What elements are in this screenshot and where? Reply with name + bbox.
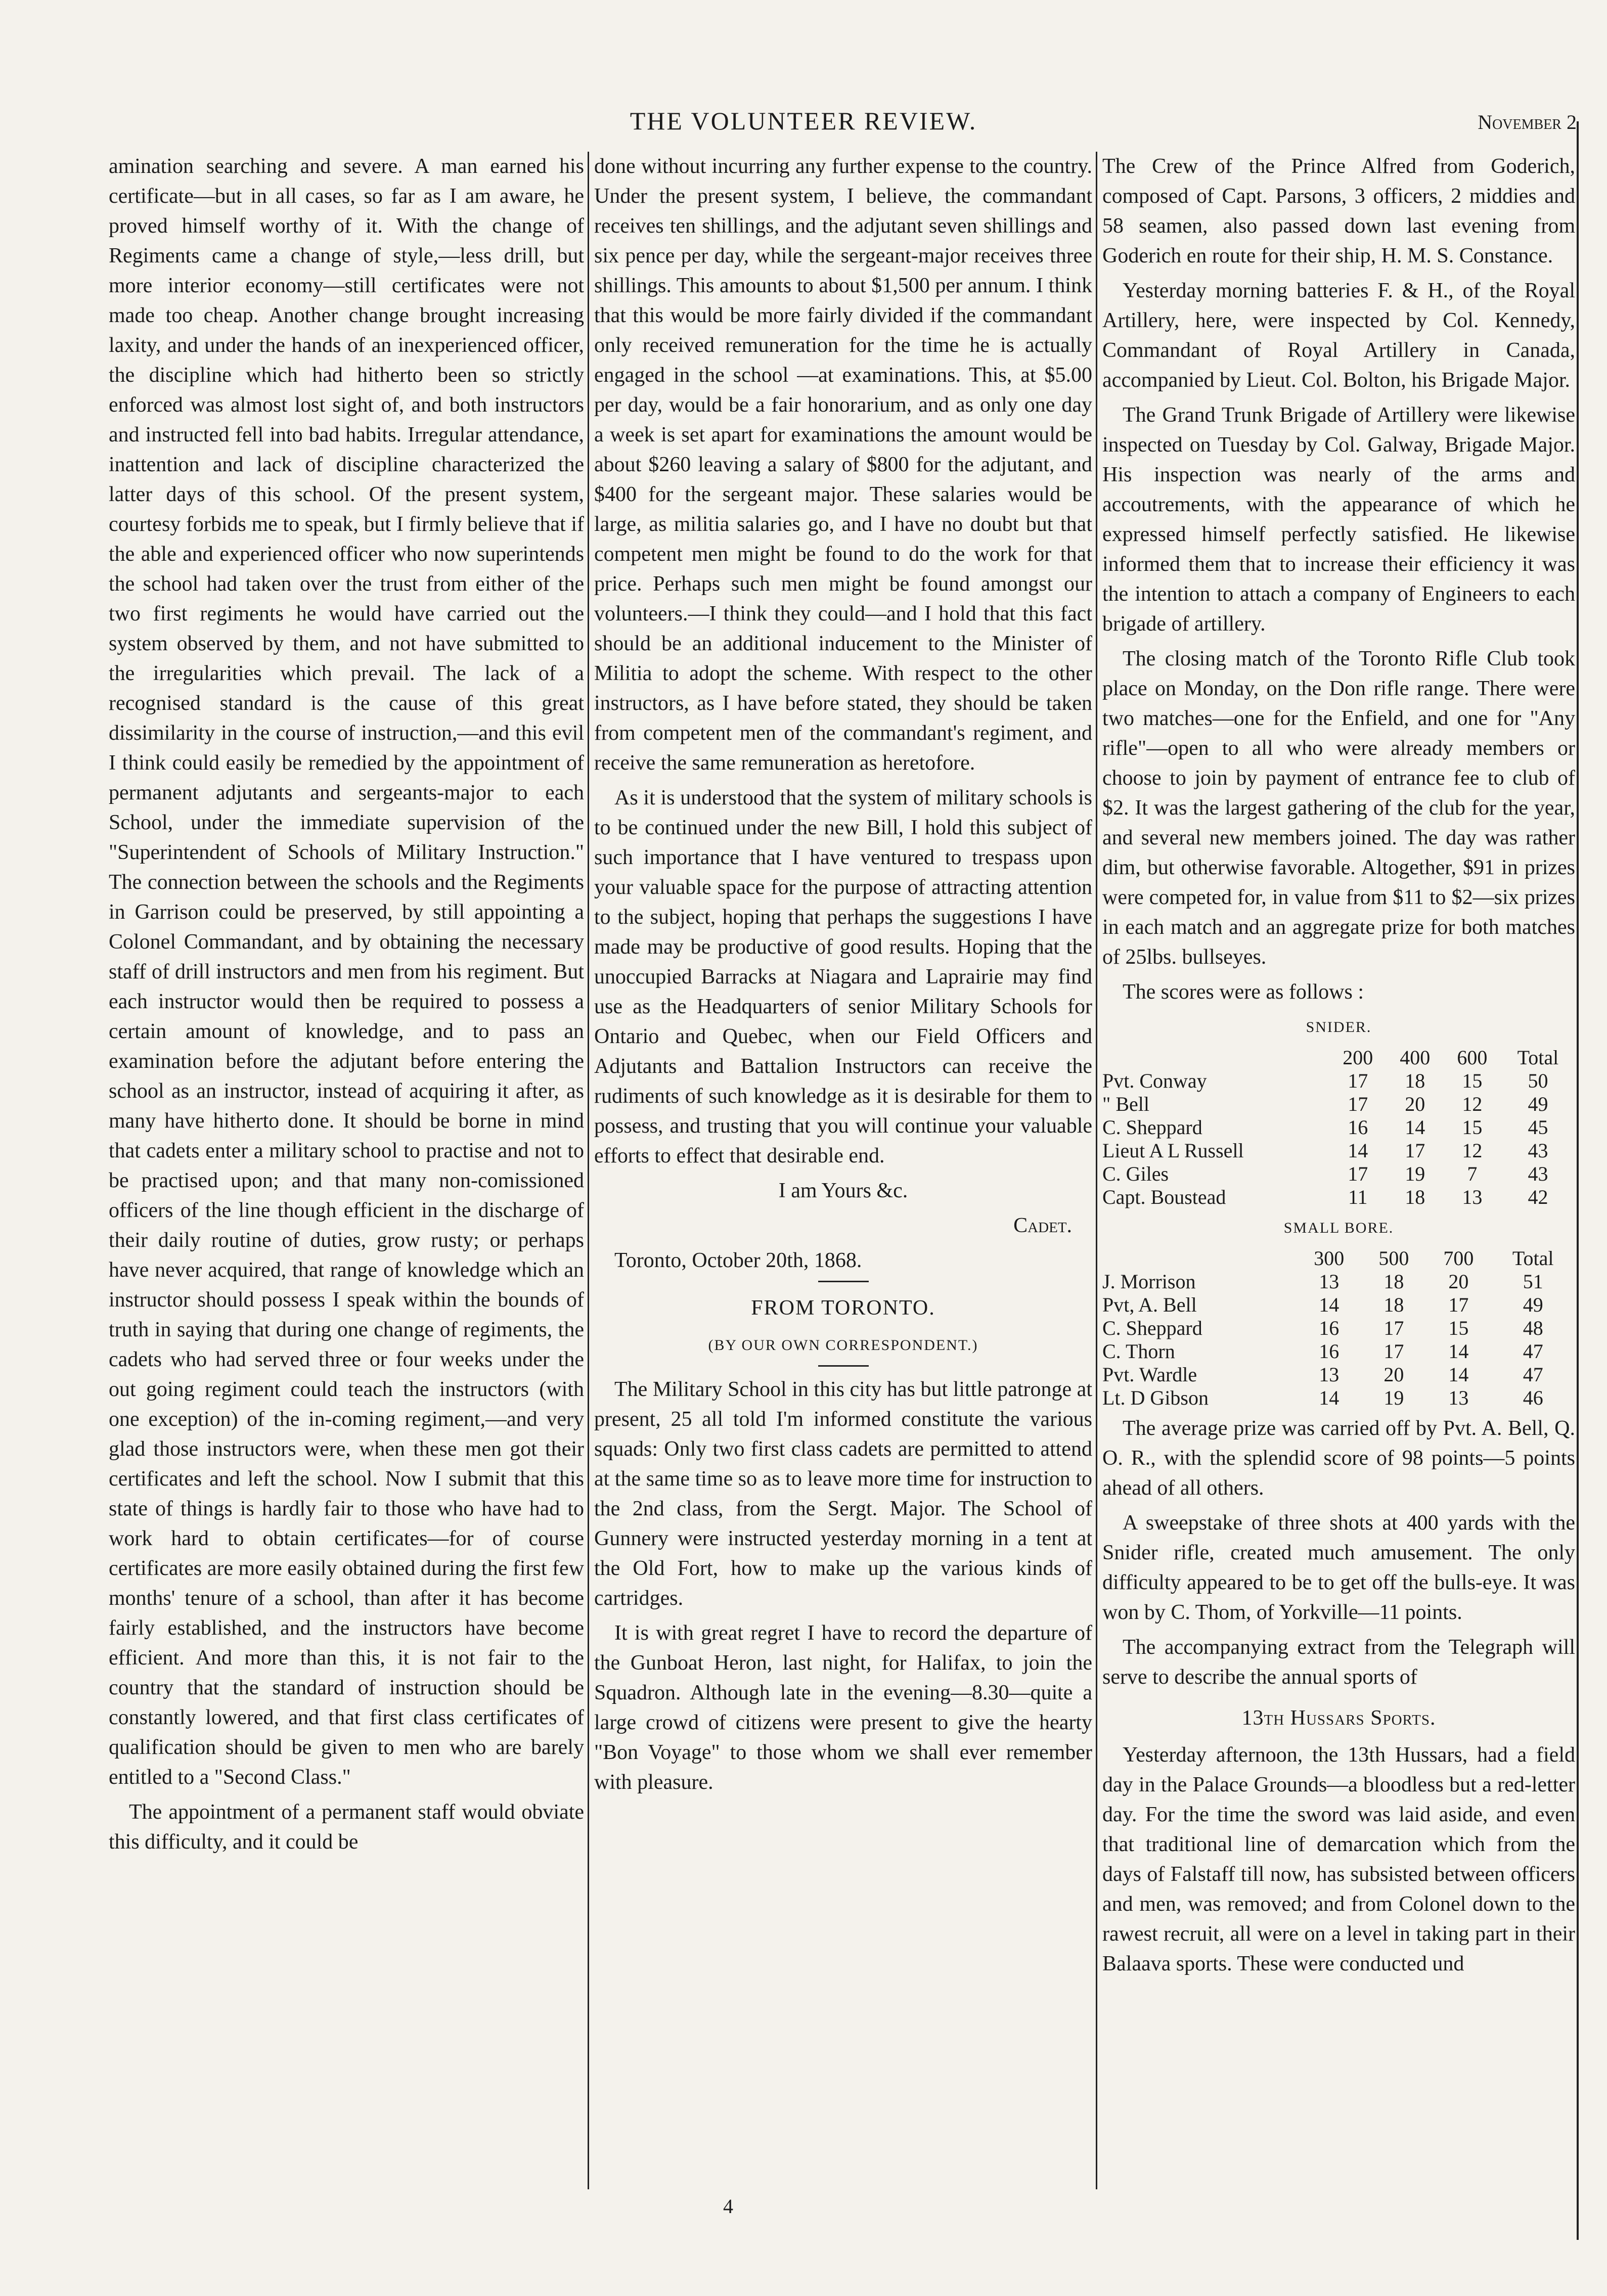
column-1	[109, 152, 584, 1862]
table-cell: Lt. D Gibson	[1102, 1386, 1209, 1409]
table-cell: 14	[1448, 1363, 1469, 1386]
table-cell: J. Morrison	[1102, 1270, 1196, 1293]
table-cell: 14	[1348, 1139, 1368, 1162]
table-cell: 49	[1523, 1293, 1543, 1316]
section-heading: FROM TORONTO.	[751, 1296, 935, 1320]
table-header-cell: Total	[1517, 1046, 1559, 1069]
table-cell: " Bell	[1102, 1093, 1149, 1115]
table-cell: 16	[1319, 1317, 1340, 1339]
table-cell	[1102, 1247, 1297, 1270]
table-row	[1102, 1162, 1575, 1186]
scores-table-snider	[1102, 1046, 1575, 1209]
letter-dateline: Toronto, October 20th, 1868.	[614, 1249, 862, 1272]
table-cell: 7	[1467, 1162, 1478, 1185]
column-2	[594, 152, 1092, 1803]
table-cell: Pvt. Wardle	[1102, 1363, 1197, 1386]
section-divider	[818, 1365, 869, 1367]
table-cell: 14	[1405, 1116, 1425, 1139]
table-cell: 19	[1405, 1162, 1425, 1185]
table-cell: 13	[1462, 1186, 1483, 1208]
table-cell: C. Giles	[1102, 1162, 1169, 1185]
paragraph: Yesterday morning batteries F. & H., of the Royal Artillery, here, were inspected by Col. Kennedy, Commandant of Royal Artillery in Canada, accompanied by Lieut. Col. Bolton, his Brigade Major.	[1102, 279, 1575, 392]
table-cell: 18	[1383, 1270, 1404, 1293]
paragraph: Yesterday afternoon, the 13th Hussars, had a field day in the Palace Grounds—a bloodless but a red-letter day. For the time the sword was laid aside, and even that traditional line of demarcation which from the days of Falstaff till now, has subsisted between officers and men, was removed; and from Colonel down to the rawest recruit, all were on a level in taking part in their Balaava sports. These were conducted und	[1102, 1743, 1575, 1975]
table-cell: Pvt, A. Bell	[1102, 1293, 1197, 1316]
table-cell: 50	[1528, 1069, 1548, 1092]
paragraph: The accompanying extract from the Telegraph will serve to describe the annual sports of	[1102, 1636, 1575, 1689]
table-header-cell: 700	[1443, 1247, 1474, 1270]
issue-date: November 2	[1478, 111, 1577, 133]
table-cell: 17	[1383, 1317, 1404, 1339]
column-3	[1102, 152, 1575, 1984]
page-edge-rule	[1577, 121, 1579, 2240]
section-subheading: (BY OUR OWN CORRESPONDENT.)	[708, 1337, 978, 1354]
table-cell: 14	[1448, 1340, 1469, 1363]
table-cell: 20	[1383, 1363, 1404, 1386]
table-cell: 19	[1383, 1386, 1404, 1409]
paragraph: The average prize was carried off by Pvt. A. Bell, Q. O. R., with the splendid score of 98 points—5 points ahead of all others.	[1102, 1417, 1575, 1500]
table-cell: 46	[1523, 1386, 1543, 1409]
table-cell	[1102, 1046, 1329, 1069]
table-header-row	[1102, 1247, 1575, 1270]
table-header-cell: 500	[1378, 1247, 1409, 1270]
section-heading: 13th Hussars Sports.	[1241, 1706, 1436, 1730]
table-header-row	[1102, 1046, 1575, 1069]
column-rule	[588, 152, 589, 2189]
paragraph: The appointment of a permanent staff would obviate this difficulty, and it could be	[109, 1800, 584, 1854]
table-cell: 42	[1528, 1186, 1548, 1208]
column-rule	[1096, 152, 1097, 2189]
table-cell: 17	[1383, 1340, 1404, 1363]
table-cell: 14	[1319, 1293, 1340, 1316]
paragraph: The Grand Trunk Brigade of Artillery were likewise inspected on Tuesday by Col. Galway, Brigade Major. His inspection was nearly of the arms and accoutrements, with the appearance of which he expressed himself perfectly satisfied. He likewise informed them that to increase their efficiency it was the intention to attach a company of Engineers to each brigade of artillery.	[1102, 403, 1575, 636]
table-row	[1102, 1317, 1575, 1340]
table-cell: Lieut A L Russell	[1102, 1139, 1244, 1162]
table-row	[1102, 1363, 1575, 1386]
table-cell: 12	[1462, 1093, 1483, 1115]
table-row	[1102, 1293, 1575, 1317]
table-cell: 15	[1462, 1116, 1483, 1139]
table-cell: 18	[1383, 1293, 1404, 1316]
table-cell: 17	[1348, 1069, 1368, 1092]
table-header-cell: 300	[1314, 1247, 1345, 1270]
table-cell: 12	[1462, 1139, 1483, 1162]
masthead	[0, 96, 1607, 152]
table-cell: 17	[1348, 1093, 1368, 1115]
table-cell: 47	[1523, 1363, 1543, 1386]
table-row	[1102, 1093, 1575, 1116]
scores-heading-small-bore: SMALL BORE.	[1283, 1220, 1394, 1236]
table-cell: C. Thorn	[1102, 1340, 1175, 1363]
paragraph: A sweepstake of three shots at 400 yards with the Snider rifle, created much amusement. The only difficulty appeared to be to get off the bulls-eye. It was won by C. Thom, of Yorkville—11 points.	[1102, 1511, 1575, 1624]
letter-signature: Cadet.	[1013, 1214, 1072, 1237]
table-header-cell: 200	[1343, 1046, 1373, 1069]
table-cell: 47	[1523, 1340, 1543, 1363]
table-cell: 51	[1523, 1270, 1543, 1293]
table-cell: 43	[1528, 1162, 1548, 1185]
scores-heading-snider: SNIDER.	[1306, 1019, 1372, 1036]
table-cell: 16	[1348, 1116, 1368, 1139]
table-cell: 11	[1348, 1186, 1368, 1208]
table-cell: 15	[1462, 1069, 1483, 1092]
table-cell: 49	[1528, 1093, 1548, 1115]
paragraph: The scores were as follows :	[1123, 980, 1364, 1004]
table-row	[1102, 1340, 1575, 1363]
newspaper-title: THE VOLUNTEER REVIEW.	[630, 107, 977, 135]
table-cell: 43	[1528, 1139, 1548, 1162]
table-row	[1102, 1116, 1575, 1139]
table-cell: 45	[1528, 1116, 1548, 1139]
table-cell: Pvt. Conway	[1102, 1069, 1207, 1092]
scores-table-small-bore	[1102, 1247, 1575, 1410]
paragraph: It is with great regret I have to record the departure of the Gunboat Heron, last night, for Halifax, to join the Squadron. Although late in the evening—8.30—quite a large crowd of citizens were present to give the hearty "Bon Voyage" to those whom we shall ever remember with pleasure.	[594, 1622, 1092, 1794]
table-cell: 13	[1448, 1386, 1469, 1409]
section-divider	[818, 1281, 869, 1282]
table-cell: 15	[1448, 1317, 1469, 1339]
table-cell: 20	[1405, 1093, 1425, 1115]
page-mark: 4	[723, 2195, 733, 2218]
table-header-cell: Total	[1512, 1247, 1554, 1270]
table-cell: 14	[1319, 1386, 1340, 1409]
table-cell: 17	[1405, 1139, 1425, 1162]
table-cell: Capt. Boustead	[1102, 1186, 1226, 1208]
table-cell: 17	[1348, 1162, 1368, 1185]
table-cell: C. Sheppard	[1102, 1317, 1202, 1339]
table-row	[1102, 1186, 1575, 1209]
table-cell: 13	[1319, 1270, 1340, 1293]
table-cell: 18	[1405, 1069, 1425, 1092]
table-cell: 48	[1523, 1317, 1543, 1339]
paragraph: The Crew of the Prince Alfred from Goderich, composed of Capt. Parsons, 3 officers, 2 middies and 58 seamen, also passed down last evening from Goderich en route for their ship, H. M. S. Constance.	[1102, 155, 1575, 267]
letter-closing: I am Yours &c.	[778, 1179, 908, 1202]
table-cell: C. Sheppard	[1102, 1116, 1202, 1139]
paragraph: The Military School in this city has but little patronge at present, 25 all told I'm informed constitute the various squads: Only two first class cadets are permitted to attend at the same time so as to leave more time for instruction to the 2nd class, from the Sergt. Major. The School of Gunnery were instructed yesterday morning in a tent at the Old Fort, how to make up the various kinds of cartridges.	[594, 1378, 1092, 1610]
table-cell: 20	[1448, 1270, 1469, 1293]
paragraph: The closing match of the Toronto Rifle Club took place on Monday, on the Don rifle range. There were two matches—one for the Enfield, and one for "Any rifle"—open to all who were already members or choose to join by payment of entrance fee to club of $2. It was the largest gathering of the club for the year, and several new members joined. The day was rather dim, but otherwise favorable. Altogether, $91 in prizes were competed for, in value from $11 to $2—six prizes in each match and an aggregate prize for both matches of 25lbs. bullseyes.	[1102, 647, 1575, 969]
paragraph: amination searching and severe. A man earned his certificate—but in all cases, so far as I am aware, he proved himself worthy of it. With the change of Regiments came a change of style,—less drill, but more interior economy—still certificates were not made too cheap. Another change brought increasing laxity, and under the hands of an inexperienced officer, the discipline which had hitherto been so strictly enforced was almost lost sight of, and both instructors and instructed fell into bad habits. Irregular attendance, inattention and lack of discipline characterized the latter days of this school. Of the present system, courtesy forbids me to speak, but I firmly believe that if the able and experienced officer who now superintends the school had taken over the trust from either of the two first regiments he would have carried out the system observed by them, and not have submitted to the irregularities which prevail. The lack of a recognised standard is the cause of this great dissimilarity in the course of instruction,—and this evil I think could easily be remedied by the appointment of permanent adjutants and sergeants-major to each School, under the immediate supervision of the "Superintendent of Schools of Military Instruction." The connection between the schools and the Regiments in Garrison could be preserved, by still appointing a Colonel Commandant, and by obtaining the necessary staff of drill instructors and men from his regiment. But each instructor would then be required to possess a certain amount of knowledge, and to pass an examination before the adjutant before entering the school as an instructor, instead of acquiring it after, as many have hitherto done. It should be borne in mind that cadets enter a military school to practise and not to be practised upon; and that many non-comissioned officers of the line though efficient in the discharge of their daily routine of duties, grow rusty; or perhaps have never acquired, that range of knowledge which an instructor should possess I speak within the bounds of truth in saying that during one change of regiments, the cadets who had served three or four weeks under the out going regiment could teach the instructors (with one exception) of the in-coming regiment,—and very glad those instructors were, when these men got their certificates and left the school. Now I submit that this state of things is hardly fair to those who have had to work hard to obtain certificates—for of course certificates are more easily obtained during the first few months' tenure of a school, than after it has become fairly established, and the instructors have become efficient. And more than this, it is not fair to the country that the standard of instruction should be constantly lowered, and that first class certificates of qualification should be given to men who are barely entitled to a "Second Class."	[109, 155, 584, 1789]
table-header-cell: 400	[1400, 1046, 1431, 1069]
table-cell: 16	[1319, 1340, 1340, 1363]
table-row	[1102, 1069, 1575, 1093]
paragraph: done without incurring any further expense to the country. Under the present system, I believe, the commandant receives ten shillings, and the adjutant seven shillings and six pence per day, while the sergeant-major receives three shillings. This amounts to about $1,500 per annum. I think that this would be more fairly divided if the commandant only received remuneration for the time he is actually engaged in the school —at examinations. This, at $5.00 per day, would be a fair honorarium, and as only one day a week is set apart for examinations the amount would be about $260 leaving a salary of $800 for the adjutant, and $400 for the sergeant major. These salaries would be large, as militia salaries go, and I have no doubt but that competent men might be found to do the work for that price. Perhaps such men might be found amongst our volunteers.—I think they could—and I hold that this fact should be an additional inducement to the Minister of Militia to adopt the scheme. With respect to the other instructors, as I have before stated, they should be taken from competent men of the commandant's regiment, and receive the same remuneration as heretofore.	[594, 155, 1092, 775]
table-row	[1102, 1139, 1575, 1162]
table-row	[1102, 1270, 1575, 1293]
table-cell: 17	[1448, 1293, 1469, 1316]
table-cell: 18	[1405, 1186, 1425, 1208]
table-cell: 13	[1319, 1363, 1340, 1386]
table-row	[1102, 1386, 1575, 1410]
paragraph: As it is understood that the system of military schools is to be continued under the new Bill, I hold this subject of such importance that I have ventured to trespass upon your valuable space for the purpose of attracting attention to the subject, hoping that perhaps the suggestions I have made may be productive of good results. Hoping that the unoccupied Barracks at Niagara and Laprairie may find use as the Headquarters of senior Military Schools for Ontario and Quebec, when our Field Officers and Adjutants and Battalion Instructors can receive the rudiments of such knowledge as it is desirable for them to possess, and trusting that you will continue your valuable efforts to effect that desirable end.	[594, 786, 1092, 1167]
table-header-cell: 600	[1457, 1046, 1488, 1069]
